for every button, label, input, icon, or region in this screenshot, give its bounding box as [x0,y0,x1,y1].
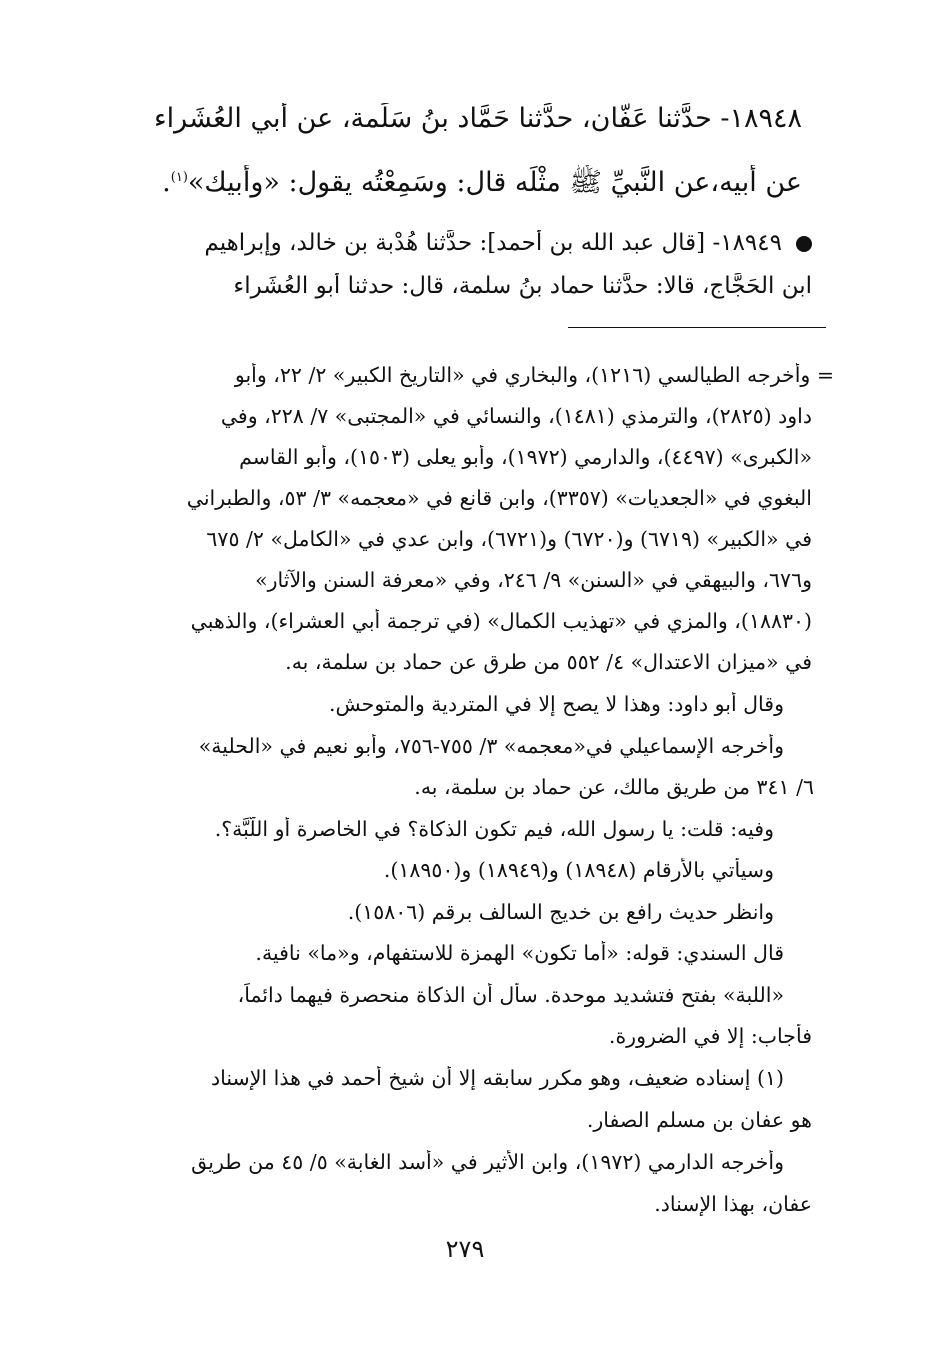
footnote-line: وأخرجه الدارمي (١٩٧٢)، وابن الأثير في «أسد الغابة» ٥/ ٤٥ من طريق [191,1150,784,1174]
footnotes [128,0,834,1220]
footnote-line: وقال أبو داود: وهذا لا يصح إلا في المتردية والمتوحش. [329,692,784,716]
footnote-line: وانظر حديث رافع بن خديج السالف برقم (١٥٨٠٦). [347,900,774,924]
footnote-line: داود (٢٨٢٥)، والترمذي (١٤٨١)، والنسائي في «المجتبى» ٧/ ٢٢٨، وفي [220,404,812,428]
footnote-line: قال السندي: قوله: «أما تكون» الهمزة للاستفهام، و«ما» نافية. [255,941,784,965]
footnote-line: (١٨٨٣٠)، والمزي في «تهذيب الكمال» (في ترجمة أبي العشراء)، والذهبي [190,609,812,633]
footnote-line: و٦٧٦، والبيهقي في «السنن» ٩/ ٢٤٦، وفي «معرفة السنن والآثار» [255,568,812,592]
hadith-18948-line-1: ١٨٩٤٨- حدَّثنا عَفَّان، حدَّثنا حَمَّاد بنُ سَلَمة، عن أبي العُشَراء [153,103,802,134]
hadith-18949-line-2: ابن الحَجَّاج، قالا: حدَّثنا حماد بنُ سلمة، قال: حدثنا أبو العُشَراء [233,273,812,299]
footnote-line: في «ميزان الاعتدال» ٤/ ٥٥٢ من طرقٍ عن حماد بن سلمة، به. [285,650,812,674]
footnote-line: «الكبرى» (٤٤٩٧)، والدارمي (١٩٧٢)، وأبو يعلى (١٥٠٣)، وأبو القاسم [239,445,812,469]
footnote-marker[interactable]: (١) [170,170,188,185]
hadith-18948-text: عن أبيه،عن النَّبيِّ ﷺ مثْلَه قال: وسَمِعْتُه يقول: «وأبيك» [187,167,802,198]
footnote-line: وأخرجه الإسماعيلي في«معجمه» ٣/ ٧٥٥-٧٥٦، وأبو نعيم في «الحلية» [198,734,784,758]
footnote-line: ٦/ ٣٤١ من طريق مالك، عن حماد بن سلمة، به. [414,775,814,799]
footnote-line: (١) إسناده ضعيف، وهو مكرر سابقه إلا أن شيخ أحمد في هذا الإسناد [211,1066,784,1090]
footnote-line: في «الكبير» (٦٧١٩) و(٦٧٢٠) و(٦٧٢١)، وابن عدي في «الكامل» ٢/ ٦٧٥ [206,527,812,551]
footnote-line: «اللبة» بفتح فتشديد موحدة. سأل أن الذكاة منحصرة فيهما دائماً، [237,983,784,1007]
footnote-line: = وأخرجه الطيالسي (١٢١٦)، والبخاري في «التاريخ الكبير» ٢/ ٢٢، وأبو [234,363,834,387]
footnote-line: البغوي في «الجعديات» (٣٣٥٧)، وابن قانع في «معجمه» ٣/ ٥٣، والطبراني [186,486,812,510]
footnote-line: هو عفان بن مسلم الصفار. [586,1108,812,1132]
footnote-line: عفان، بهذا الإسناد. [654,1192,812,1216]
hadith-18949-text: ١٨٩٤٩- [قال عبد الله بن أحمد]: حدَّثنا هُدْبة بن خالد، وإبراهيم [204,230,782,256]
footnote-line: وسيأتي بالأرقام (١٨٩٤٨) و(١٨٩٤٩) و(١٨٩٥٠). [383,858,774,882]
page-number: ٢٧٩ [445,1235,485,1263]
line-end: . [162,167,171,198]
footnote-line: وفيه: قلت: يا رسول الله، فيم تكون الذكاة؟ في الخاصرة أو اللَّبَّة؟. [214,817,774,841]
footnote-line: فأجاب: إلا في الضرورة. [608,1024,812,1048]
